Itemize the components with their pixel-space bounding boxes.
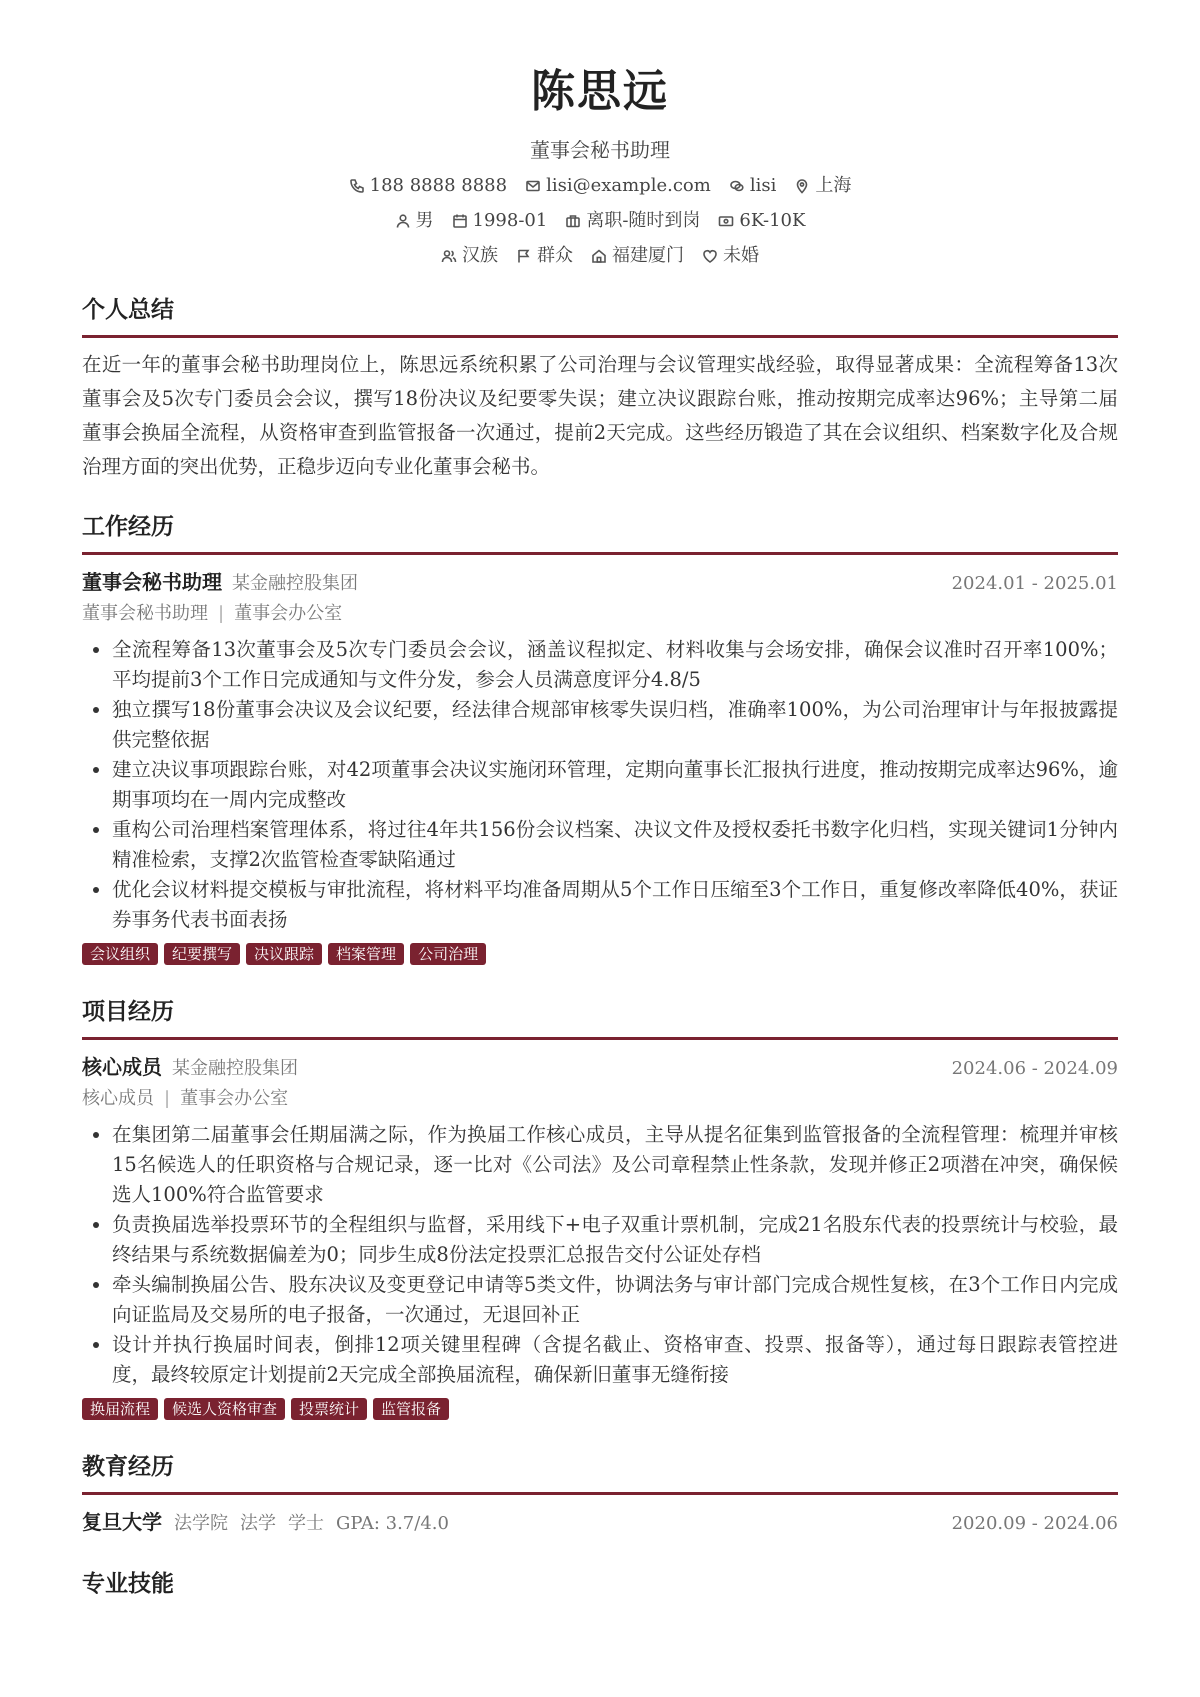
wechat-text: lisi — [749, 175, 777, 196]
work-org: 某金融控股集团 — [232, 573, 358, 594]
work-tags — [82, 943, 1118, 965]
project-role: 核心成员 — [82, 1055, 162, 1079]
skill-tag: 公司治理 — [410, 943, 486, 965]
political-text: 群众 — [537, 245, 573, 266]
birth-item — [452, 208, 548, 234]
list-item: • 重构公司治理档案管理体系，将过往4年共156份会议档案、决议文件及授权委托书数字化归档，实现关键词1分钟内精准检索，支撑2次监管检查零缺陷通过 — [112, 815, 1118, 875]
home-icon — [591, 248, 607, 264]
skill-tag: 档案管理 — [328, 943, 404, 965]
work-section — [82, 510, 1118, 965]
skill-tag: 决议跟踪 — [246, 943, 322, 965]
education-section — [82, 1450, 1118, 1539]
project-sub-role: 核心成员 — [82, 1088, 154, 1109]
location-item — [794, 173, 851, 199]
job-title: 董事会秘书助理 — [530, 138, 670, 162]
project-org: 某金融控股集团 — [172, 1058, 298, 1079]
resume-header — [82, 0, 1118, 269]
list-item: • 设计并执行换届时间表，倒排12项关键里程碑（含提名截止、资格审查、投票、报备等），通过每日跟踪表管控进度，最终较原定计划提前2天完成全部换届流程，确保新旧董事无缝衔接 — [112, 1330, 1118, 1390]
summary-heading: 个人总结 — [82, 293, 1118, 338]
list-item: • 独立撰写18份董事会决议及会议纪要，经法律合规部审核零失误归档，准确率100%，为公司治理审计与年报披露提供完整依据 — [112, 695, 1118, 755]
skill-tag: 换届流程 — [82, 1398, 158, 1420]
work-sub-dept: 董事会办公室 — [234, 603, 343, 624]
project-sub-dept: 董事会办公室 — [180, 1088, 289, 1109]
work-bullets — [82, 635, 1118, 935]
school-name: 复旦大学 — [82, 1510, 162, 1534]
wechat-icon — [729, 178, 745, 194]
briefcase-icon — [565, 213, 581, 229]
education-date: 2020.09 - 2024.06 — [951, 1513, 1118, 1534]
project-bullets — [82, 1120, 1118, 1390]
degree-name: 学士 — [288, 1513, 324, 1534]
list-item: • 全流程筹备13次董事会及5次专门委员会会议，涵盖议程拟定、材料收集与会场安排，确保会议准时召开率100%；平均提前3个工作日完成通知与文件分发，参会人员满意度评分4.8/5 — [112, 635, 1118, 695]
project-date: 2024.06 - 2024.09 — [951, 1058, 1118, 1079]
gender-item — [395, 208, 434, 234]
calendar-icon — [452, 213, 468, 229]
project-entry-head — [82, 1052, 1118, 1084]
salary-text: 6K-10K — [739, 210, 806, 231]
political-item — [516, 243, 573, 269]
ethnicity-text: 汉族 — [462, 245, 498, 266]
marital-text: 未婚 — [723, 245, 759, 266]
status-text: 离职-随时到岗 — [586, 210, 701, 231]
work-date: 2024.01 - 2025.01 — [951, 573, 1118, 594]
list-item: • 负责换届选举投票环节的全程组织与监督，采用线下+电子双重计票机制，完成21名股东代表的投票统计与校验，最终结果与系统数据偏差为0；同步生成8份法定投票汇总报告交付公证处存档 — [112, 1210, 1118, 1270]
project-sub — [82, 1084, 1118, 1114]
email-item — [525, 173, 711, 199]
phone-text: 188 8888 8888 — [369, 175, 508, 196]
list-item: • 牵头编制换届公告、股东决议及变更登记申请等5类文件，协调法务与审计部门完成合规性复核，在3个工作日内完成向证监局及交易所的电子报备，一次通过，无退回补正 — [112, 1270, 1118, 1330]
flag-icon — [516, 248, 532, 264]
hometown-item — [591, 243, 684, 269]
phone-icon — [349, 178, 365, 194]
birth-text: 1998-01 — [472, 210, 548, 231]
skill-tag: 纪要撰写 — [164, 943, 240, 965]
college-name: 法学院 — [174, 1513, 228, 1534]
summary-text: 在近一年的董事会秘书助理岗位上，陈思远系统积累了公司治理与会议管理实战经验，取得显著成果：全流程筹备13次董事会及5次专门委员会会议，撰写18份决议及纪要零失误；建立决议跟踪台账，推动按期完成率达96%；主导第二届董事会换届全流程，从资格审查到监管报备一次通过，提前2天完成。这些经历锻造了其在会议组织、档案数字化及合规治理方面的突出优势，正稳步迈向专业化董事会秘书。 — [82, 353, 1118, 478]
project-heading: 项目经历 — [82, 995, 1118, 1040]
work-sub — [82, 599, 1118, 629]
user-icon — [395, 213, 411, 229]
work-role: 董事会秘书助理 — [82, 570, 222, 594]
wechat-item — [729, 173, 777, 199]
education-entry — [82, 1507, 1118, 1539]
salary-item — [718, 208, 805, 234]
personal-row — [82, 208, 1118, 234]
ethnicity-item — [441, 243, 498, 269]
skills-section — [82, 1567, 1118, 1609]
project-entry — [82, 1052, 1118, 1420]
project-sub-separator: | — [164, 1088, 171, 1109]
email-text: lisi@example.com — [546, 175, 711, 196]
hometown-text: 福建厦门 — [612, 245, 684, 266]
education-heading: 教育经历 — [82, 1450, 1118, 1495]
summary-section — [82, 293, 1118, 484]
location-pin-icon — [794, 178, 810, 194]
users-icon — [441, 248, 457, 264]
skill-tag: 候选人资格审查 — [164, 1398, 285, 1420]
project-tags — [82, 1398, 1118, 1420]
list-item: • 在集团第二届董事会任期届满之际，作为换届工作核心成员，主导从提名征集到监管报备的全流程管理：梳理并审核15名候选人的任职资格与合规记录，逐一比对《公司法》及公司章程禁止性条款，发现并修正2项潜在冲突，确保候选人100%符合监管要求 — [112, 1120, 1118, 1210]
phone-item — [349, 173, 507, 199]
gender-text: 男 — [415, 210, 434, 231]
list-item: • 优化会议材料提交模板与审批流程，将材料平均准备周期从5个工作日压缩至3个工作日，重复修改率降低40%，获证券事务代表书面表扬 — [112, 875, 1118, 935]
skill-tag: 会议组织 — [82, 943, 158, 965]
heart-icon — [702, 248, 718, 264]
extra-row — [82, 243, 1118, 269]
money-icon — [718, 213, 734, 229]
contact-row — [82, 173, 1118, 199]
list-item: • 建立决议事项跟踪台账，对42项董事会决议实施闭环管理，定期向董事长汇报执行进度，推动按期完成率达96%，逾期事项均在一周内完成整改 — [112, 755, 1118, 815]
work-entry-head — [82, 567, 1118, 599]
work-sub-role: 董事会秘书助理 — [82, 603, 208, 624]
work-sub-separator: | — [218, 603, 225, 624]
skills-heading: 专业技能 — [82, 1570, 174, 1597]
status-item — [565, 208, 700, 234]
skill-tag: 投票统计 — [291, 1398, 367, 1420]
marital-item — [702, 243, 759, 269]
work-entry — [82, 567, 1118, 965]
work-heading: 工作经历 — [82, 510, 1118, 555]
major-name: 法学 — [240, 1513, 276, 1534]
skill-tag: 监管报备 — [373, 1398, 449, 1420]
candidate-name: 陈思远 — [531, 66, 669, 117]
mail-icon — [525, 178, 541, 194]
location-text: 上海 — [815, 175, 852, 196]
project-section — [82, 995, 1118, 1420]
gpa-text: GPA: 3.7/4.0 — [336, 1513, 449, 1534]
